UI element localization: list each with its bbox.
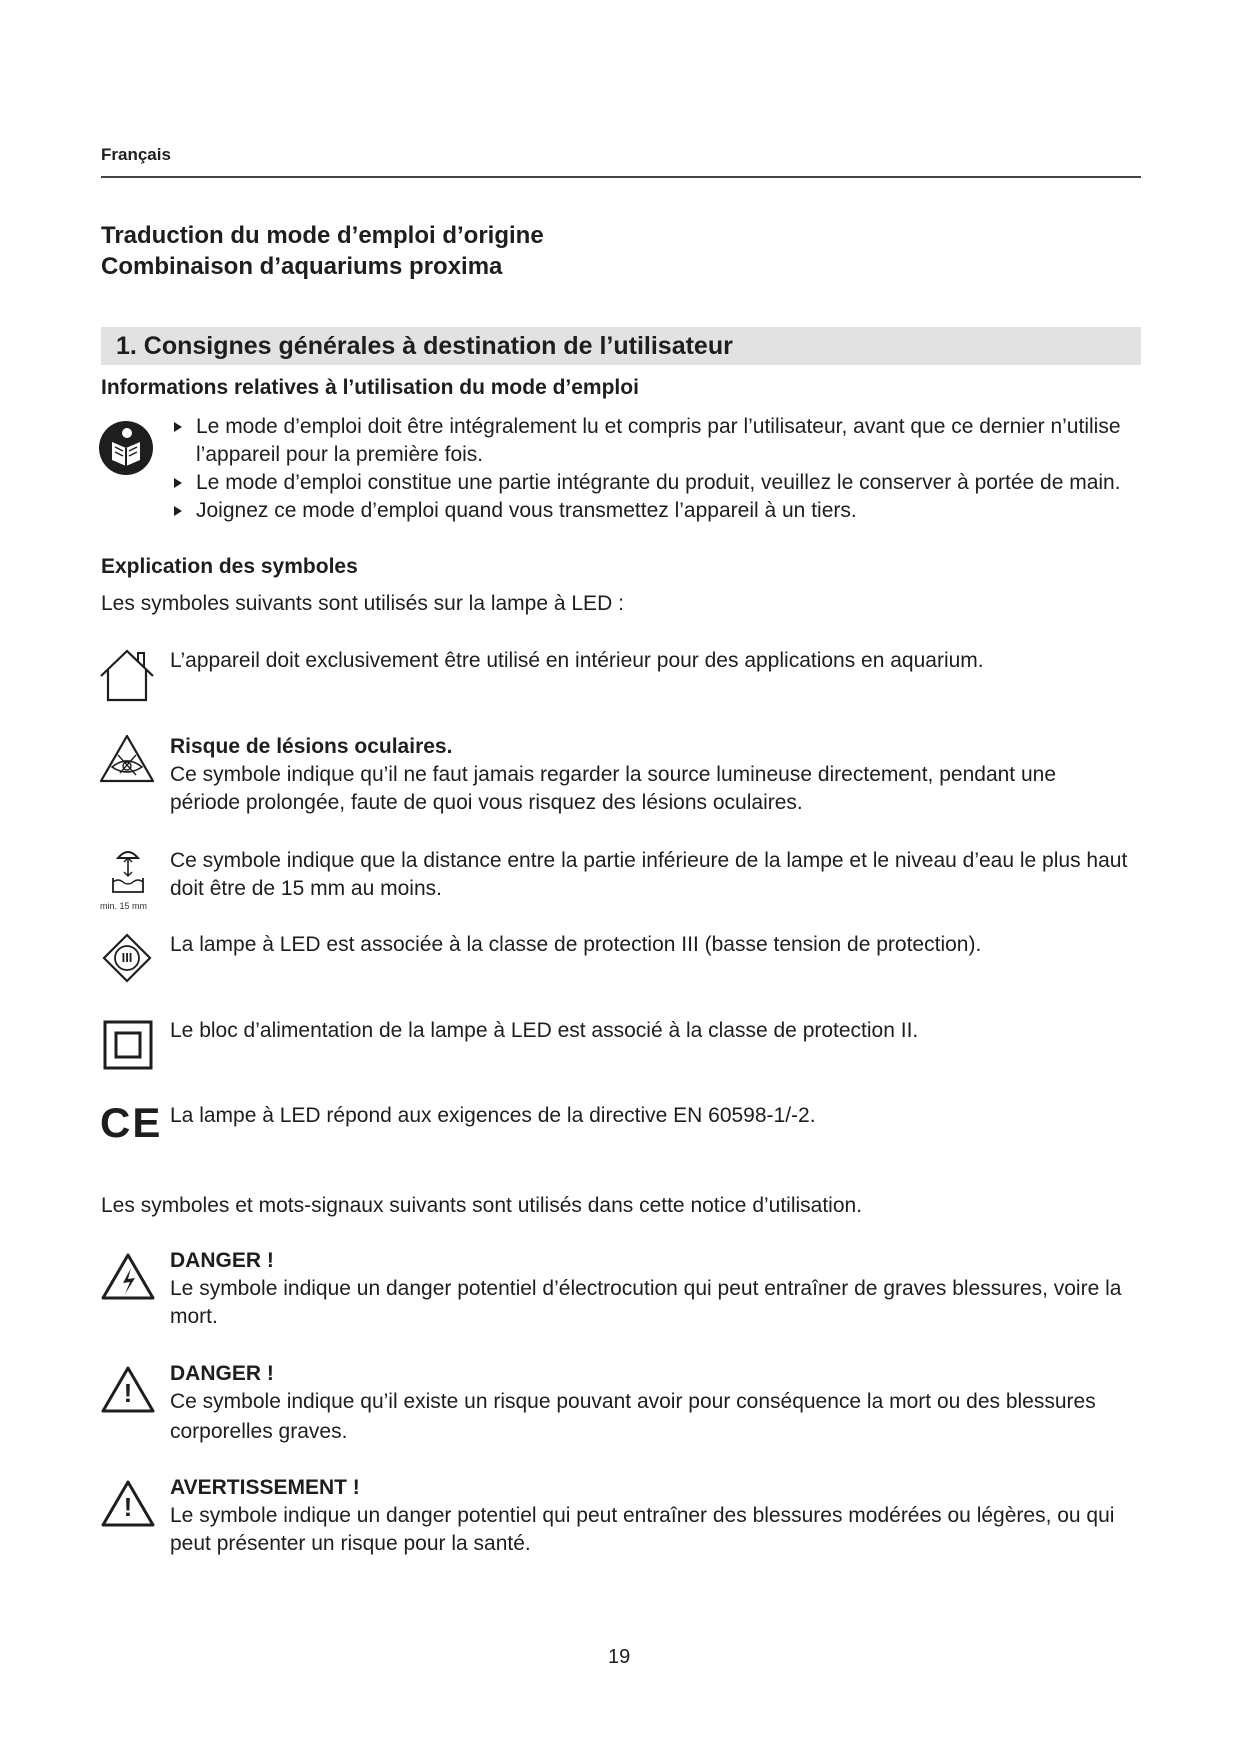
symbol-desc-line: Ce symbole indique que la distance entre la partie inférieure de la lampe et le niveau d’eau le plus haut (170, 849, 1128, 872)
document-title (101, 220, 544, 282)
symbol-title: Risque de lésions oculaires. (170, 735, 453, 758)
symbol-desc-line: Le bloc d’alimentation de la lampe à LED est associé à la classe de protection II. (170, 1019, 919, 1042)
symbol-desc-line: période prolongée, faute de quoi vous risquez des lésions oculaires. (170, 791, 803, 814)
symbol-desc (170, 931, 981, 959)
ce-mark-icon: CE (100, 1099, 163, 1146)
symbol-desc-line: La lampe à LED est associée à la classe de protection III (basse tension de protection). (170, 933, 982, 956)
symbol-desc (170, 1102, 816, 1130)
signal-desc (170, 1474, 1114, 1558)
list-item (172, 413, 1152, 469)
symbol-desc (170, 847, 1127, 903)
eye-hazard-icon (98, 733, 156, 785)
bullet-line: Le mode d’emploi doit être intégralement lu et compris par l’utilisateur, avant que ce dernier n’utilise (196, 415, 1121, 438)
manual-info-heading: Informations relatives à l’utilisation du mode d’emploi (101, 376, 639, 399)
list-item (172, 469, 1152, 497)
protection-class-ii-icon (103, 1020, 153, 1070)
signal-desc-line: Ce symbole indique qu’il existe un risque pouvant avoir pour conséquence la mort ou des blessures (170, 1390, 1096, 1413)
symbols-heading: Explication des symboles (101, 555, 358, 578)
signal-desc (170, 1360, 1096, 1446)
symbol-desc (170, 1017, 918, 1045)
symbol-desc-line: doit être de 15 mm au moins. (170, 877, 442, 900)
title-line-2: Combinaison d’aquariums proxima (101, 253, 503, 280)
symbol-desc (170, 647, 984, 675)
signal-desc-line: corporelles graves. (170, 1420, 348, 1443)
symbol-desc (170, 733, 1056, 817)
signal-words-intro: Les symboles et mots-signaux suivants sont utilisés dans cette notice d’utilisation. (101, 1194, 863, 1217)
signal-desc-line: Le symbole indique un danger potentiel d’électrocution qui peut entraîner de graves blessures, voire la (170, 1277, 1122, 1300)
title-line-1: Traduction du mode d’emploi d’origine (101, 222, 544, 249)
bullet-line: Le mode d’emploi constitue une partie intégrante du produit, veuillez le conserver à portée de main. (196, 471, 1121, 494)
bullet-line: l’appareil pour la première fois. (196, 443, 484, 466)
water-distance-icon (100, 848, 156, 911)
signal-title: AVERTISSEMENT ! (170, 1476, 360, 1499)
signal-title: DANGER ! (170, 1249, 274, 1272)
warning-mark: ! (123, 1492, 133, 1522)
header-rule (101, 176, 1141, 178)
indoor-house-icon (98, 648, 156, 704)
protection-class-iii-icon (102, 933, 152, 983)
signal-desc-line: Le symbole indique un danger potentiel qui peut entraîner des blessures modérées ou légères, ou qui (170, 1504, 1115, 1527)
section-heading: 1. Consignes générales à destination de l’utilisateur (116, 332, 733, 360)
signal-desc (170, 1247, 1121, 1331)
symbol-desc-line: L’appareil doit exclusivement être utilisé en intérieur pour des applications en aquarium. (170, 649, 984, 672)
warning-mark: ! (123, 1378, 133, 1408)
section-heading-bar (101, 327, 1141, 365)
manual-info-list (172, 413, 1152, 525)
signal-title: DANGER ! (170, 1362, 274, 1385)
signal-desc-line: mort. (170, 1305, 218, 1328)
signal-desc-line: peut présenter un risque pour la santé. (170, 1532, 531, 1555)
water-distance-icon-label: min. 15 mm (100, 901, 148, 911)
symbol-desc-line: Ce symbole indique qu’il ne faut jamais regarder la source lumineuse directement, pendant une (170, 763, 1057, 786)
bullet-line: Joignez ce mode d’emploi quand vous transmettez l’appareil à un tiers. (196, 499, 857, 522)
symbol-desc-line: La lampe à LED répond aux exigences de la directive EN 60598-1/-2. (170, 1104, 816, 1127)
symbols-intro: Les symboles suivants sont utilisés sur la lampe à LED : (101, 592, 624, 615)
electric-hazard-icon (100, 1252, 156, 1302)
general-warning-icon (100, 1479, 156, 1529)
general-warning-icon (100, 1365, 156, 1415)
list-item (172, 497, 1152, 525)
language-label: Français (101, 145, 171, 164)
protection-class-iii-label: III (121, 950, 133, 965)
read-manual-icon (98, 420, 154, 476)
page-number: 19 (608, 1646, 631, 1668)
